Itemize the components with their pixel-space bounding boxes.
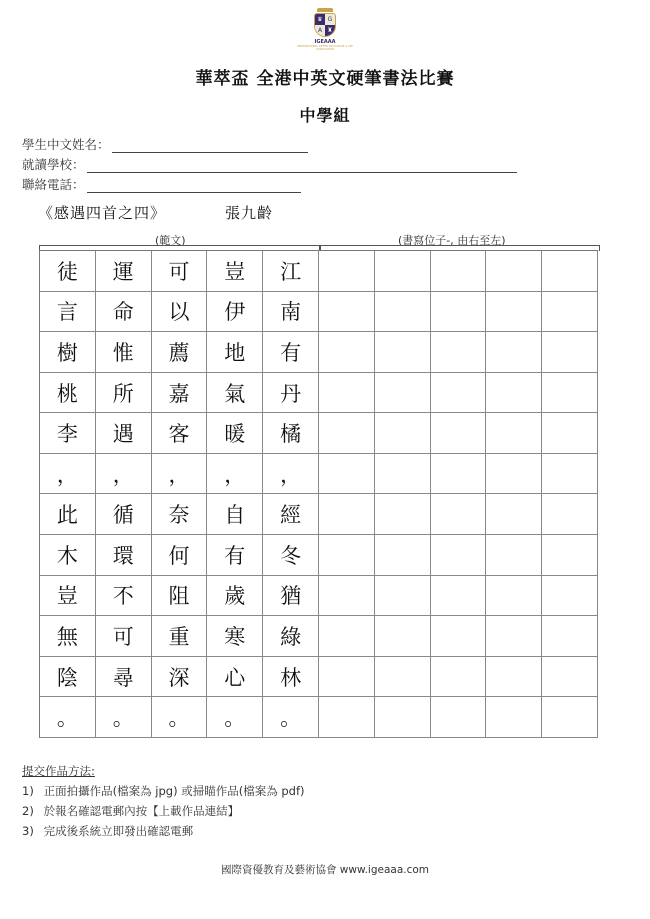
instruction-text: 完成後系統立即發出確認電郵 <box>43 824 194 838</box>
practice-cell[interactable] <box>486 292 542 333</box>
practice-cell[interactable] <box>542 332 598 373</box>
practice-cell[interactable] <box>319 697 375 738</box>
model-char-cell: 伊 <box>207 292 263 333</box>
practice-cell[interactable] <box>319 413 375 454</box>
crown-quadrant-icon: ♛ <box>315 14 325 25</box>
practice-cell[interactable] <box>375 576 431 617</box>
model-char-cell: 命 <box>96 292 152 333</box>
practice-cell[interactable] <box>486 413 542 454</box>
poem-author: 張九齡 <box>225 204 274 222</box>
practice-cell[interactable] <box>431 494 487 535</box>
instructions-heading: 提交作品方法: <box>22 764 95 778</box>
model-char-cell: 不 <box>96 576 152 617</box>
practice-cell[interactable] <box>319 373 375 414</box>
model-char-cell: 桃 <box>40 373 96 414</box>
practice-cell[interactable] <box>542 413 598 454</box>
practice-cell[interactable] <box>542 494 598 535</box>
footer-text: 國際資優教育及藝術協會 www.igeaaa.com <box>220 864 430 876</box>
model-char-cell: 運 <box>96 251 152 292</box>
division-title: 中學組 <box>299 106 351 125</box>
model-char-cell: 江 <box>263 251 319 292</box>
model-char-cell: 。 <box>207 697 263 738</box>
model-char-cell: 深 <box>152 657 208 698</box>
model-text-label: (範文) <box>155 234 186 247</box>
shield-icon <box>314 13 336 37</box>
practice-cell[interactable] <box>431 373 487 414</box>
practice-cell[interactable] <box>375 292 431 333</box>
model-char-cell: 惟 <box>96 332 152 373</box>
model-char-cell: 李 <box>40 413 96 454</box>
model-char-cell: 客 <box>152 413 208 454</box>
model-char-cell: 無 <box>40 616 96 657</box>
practice-cell[interactable] <box>319 251 375 292</box>
practice-cell[interactable] <box>375 697 431 738</box>
practice-cell[interactable] <box>542 292 598 333</box>
poem-title: 《感遇四首之四》 <box>38 204 167 222</box>
practice-cell[interactable] <box>542 576 598 617</box>
practice-cell[interactable] <box>375 616 431 657</box>
model-char-cell: 。 <box>96 697 152 738</box>
practice-cell[interactable] <box>319 576 375 617</box>
practice-cell[interactable] <box>319 454 375 495</box>
practice-cell[interactable] <box>486 251 542 292</box>
student-name-field <box>22 135 308 153</box>
practice-cell[interactable] <box>375 454 431 495</box>
practice-cell[interactable] <box>542 616 598 657</box>
instruction-text: 於報名確認電郵內按【上載作品連結】 <box>43 804 240 818</box>
practice-cell[interactable] <box>319 332 375 373</box>
model-char-cell: ， <box>263 454 319 495</box>
model-char-cell: 陰 <box>40 657 96 698</box>
practice-cell[interactable] <box>319 535 375 576</box>
practice-cell[interactable] <box>431 697 487 738</box>
model-char-cell: 。 <box>152 697 208 738</box>
model-char-cell: 此 <box>40 494 96 535</box>
model-char-cell: 。 <box>263 697 319 738</box>
school-field <box>22 155 517 173</box>
model-char-cell: ， <box>40 454 96 495</box>
model-char-cell: 何 <box>152 535 208 576</box>
instruction-item <box>22 783 305 799</box>
logo-subtitle: INTERNATIONAL GIFTED EDUCATION & ART ASSOCIATION <box>297 45 353 51</box>
model-char-cell: ， <box>152 454 208 495</box>
practice-cell[interactable] <box>486 535 542 576</box>
practice-cell[interactable] <box>375 657 431 698</box>
practice-cell[interactable] <box>486 494 542 535</box>
model-char-cell: 遇 <box>96 413 152 454</box>
phone-input[interactable] <box>87 180 301 193</box>
model-char-cell: 環 <box>96 535 152 576</box>
trophy-quadrant-icon: ♜ <box>325 25 335 36</box>
model-char-cell: 。 <box>40 697 96 738</box>
model-char-cell: 經 <box>263 494 319 535</box>
model-char-cell: 綠 <box>263 616 319 657</box>
practice-cell[interactable] <box>542 657 598 698</box>
practice-cell[interactable] <box>375 373 431 414</box>
practice-cell[interactable] <box>319 616 375 657</box>
practice-cell[interactable] <box>319 292 375 333</box>
student-name-input[interactable] <box>112 140 308 153</box>
practice-cell[interactable] <box>486 616 542 657</box>
practice-cell[interactable] <box>375 494 431 535</box>
model-char-cell: 循 <box>96 494 152 535</box>
model-char-cell: 奈 <box>152 494 208 535</box>
practice-cell[interactable] <box>542 697 598 738</box>
practice-cell[interactable] <box>542 373 598 414</box>
practice-cell[interactable] <box>542 251 598 292</box>
model-char-cell: 有 <box>263 332 319 373</box>
instruction-number: 3) <box>22 824 34 838</box>
model-char-cell: 重 <box>152 616 208 657</box>
practice-cell[interactable] <box>431 616 487 657</box>
practice-cell[interactable] <box>319 494 375 535</box>
practice-cell[interactable] <box>542 535 598 576</box>
model-char-cell: 寒 <box>207 616 263 657</box>
practice-cell[interactable] <box>486 454 542 495</box>
letter-a-quadrant: A <box>315 25 325 36</box>
model-char-cell: 薦 <box>152 332 208 373</box>
practice-cell[interactable] <box>375 413 431 454</box>
practice-cell[interactable] <box>375 332 431 373</box>
model-char-cell: 徒 <box>40 251 96 292</box>
model-char-cell: 言 <box>40 292 96 333</box>
model-char-cell: 氣 <box>207 373 263 414</box>
model-char-cell: 猶 <box>263 576 319 617</box>
model-char-cell: 地 <box>207 332 263 373</box>
instruction-number: 2) <box>22 804 34 818</box>
practice-cell[interactable] <box>431 454 487 495</box>
igeaaa-logo <box>298 8 352 58</box>
practice-cell[interactable] <box>486 332 542 373</box>
model-char-cell: 心 <box>207 657 263 698</box>
model-char-cell: 樹 <box>40 332 96 373</box>
model-char-cell: 豈 <box>40 576 96 617</box>
model-char-cell: 所 <box>96 373 152 414</box>
practice-cell[interactable] <box>431 332 487 373</box>
crown-icon <box>317 8 333 12</box>
practice-cell[interactable] <box>542 454 598 495</box>
model-char-cell: 阻 <box>152 576 208 617</box>
practice-area-label: (書寫位子-, 由右至左) <box>398 234 506 247</box>
model-char-cell: 嘉 <box>152 373 208 414</box>
model-char-cell: 冬 <box>263 535 319 576</box>
practice-cell[interactable] <box>486 657 542 698</box>
model-char-cell: 歲 <box>207 576 263 617</box>
model-char-cell: 木 <box>40 535 96 576</box>
school-label: 就讀學校： <box>22 157 85 172</box>
practice-cell[interactable] <box>375 251 431 292</box>
model-char-cell: 可 <box>152 251 208 292</box>
model-char-cell: 尋 <box>96 657 152 698</box>
model-char-cell: 以 <box>152 292 208 333</box>
practice-cell[interactable] <box>375 535 431 576</box>
practice-cell[interactable] <box>431 413 487 454</box>
instruction-text: 正面拍攝作品(檔案為 jpg) 或掃瞄作品(檔案為 pdf) <box>43 784 305 798</box>
instruction-item <box>22 803 239 819</box>
practice-cell[interactable] <box>319 657 375 698</box>
practice-cell[interactable] <box>431 657 487 698</box>
model-char-cell: 暖 <box>207 413 263 454</box>
calligraphy-grid <box>39 250 598 738</box>
instruction-item <box>22 823 193 839</box>
practice-cell[interactable] <box>486 697 542 738</box>
letter-g-quadrant: G <box>325 14 335 25</box>
phone-field <box>22 175 301 193</box>
model-char-cell: 豈 <box>207 251 263 292</box>
school-input[interactable] <box>87 160 517 173</box>
model-char-cell: 橘 <box>263 413 319 454</box>
model-char-cell: 有 <box>207 535 263 576</box>
phone-label: 聯絡電話： <box>22 177 85 192</box>
model-char-cell: 林 <box>263 657 319 698</box>
practice-cell[interactable] <box>431 292 487 333</box>
practice-cell[interactable] <box>431 251 487 292</box>
logo-name: IGEAAA <box>314 39 336 45</box>
instruction-number: 1) <box>22 784 34 798</box>
model-char-cell: 自 <box>207 494 263 535</box>
practice-cell[interactable] <box>486 373 542 414</box>
model-char-cell: 可 <box>96 616 152 657</box>
model-char-cell: 南 <box>263 292 319 333</box>
practice-cell[interactable] <box>431 535 487 576</box>
practice-cell[interactable] <box>431 576 487 617</box>
model-char-cell: ， <box>207 454 263 495</box>
page-title: 華萃盃 全港中英文硬筆書法比賽 <box>195 69 455 89</box>
model-char-cell: 丹 <box>263 373 319 414</box>
model-char-cell: ， <box>96 454 152 495</box>
student-name-label: 學生中文姓名： <box>22 137 110 152</box>
practice-cell[interactable] <box>486 576 542 617</box>
